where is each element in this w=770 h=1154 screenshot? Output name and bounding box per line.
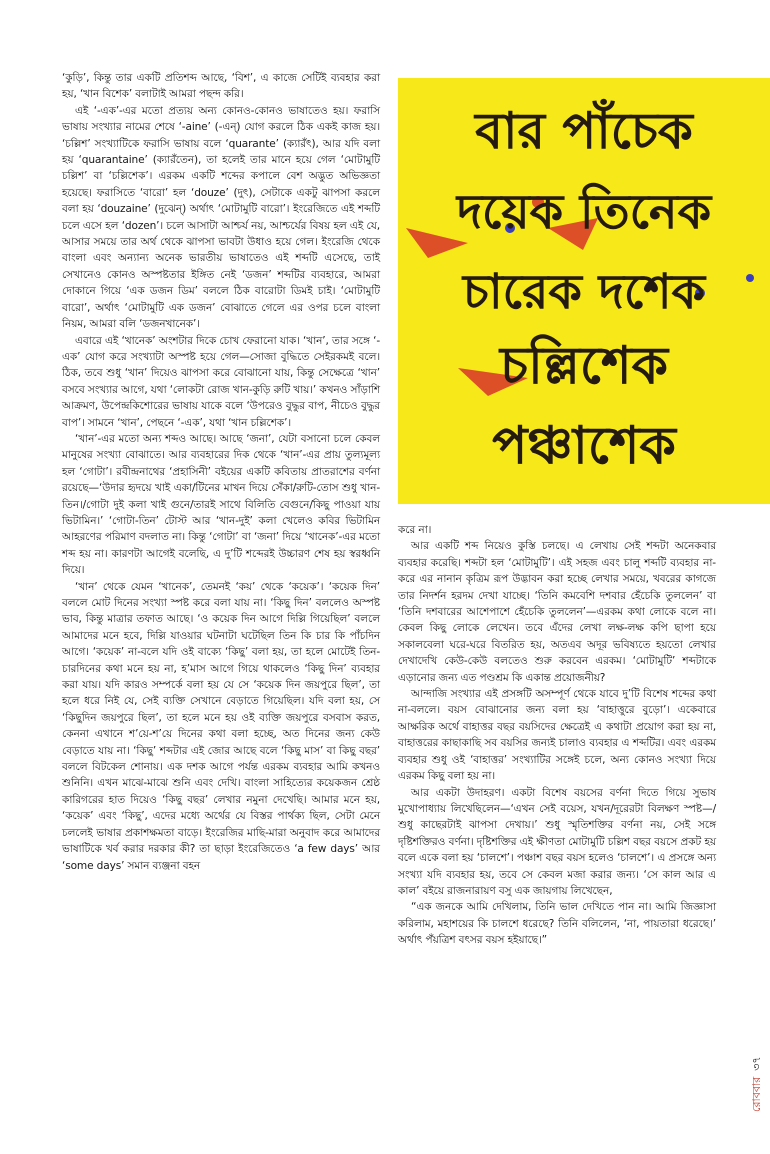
page-footer <box>734 1012 763 1112</box>
decorative-artwork <box>398 78 770 504</box>
page-number: ৩৭ <box>750 1056 763 1071</box>
publication-name: রোববার <box>750 1076 763 1112</box>
paragraph: আর একটি শব্দ নিয়েও কুস্তি চলছে। এ লেখায় সেই শব্দটা অনেকবার ব্যবহার করেছি। শব্দটা হল ‘মোটামুটি’। এই সহজ এবং চালু শব্দটি ব্যবহার না-করে এর নানান কৃত্রিম রূপ উদ্ভাবন করা হচ্ছে লেখার সময়ে, খবরের কাগজে তার নিদর্শন হরদম দেখা যাচ্ছে। ‘তিনি কমবেশি দশবার হেঁচেকি তুললেন’ বা ‘তিনি দশবারের আশেপাশে হেঁচেকি তুললেন’—এরকম কথা লোকে বলে না। কেবল কিছু লোকে লেখেন। তবে এঁদের লেখা লক্ষ-লক্ষ কপি ছাপা হয়ে সকালবেলা ঘরে-ঘরে বিতরিত হয়, অতএব অদূর ভবিষ্যতে হয়তো লেখার দেখাদেখি কেউ-কেউ বলতেও শুরু করবেন এরকম। ‘মোটামুটি’ শব্দটাকে এড়ানোর জন্য এত পণ্ডশ্রম কি একান্ত প্রয়োজনীয়? <box>398 540 716 684</box>
artwork-line: চল্লিশেক <box>500 336 668 396</box>
artwork-line: বার পাঁচেক <box>475 102 693 160</box>
paragraph: আন্দাজি সংখ্যার এই প্রসঙ্গটি অসম্পূর্ণ থেকে যাবে দু’টি বিশেষ শব্দের কথা না-বললে। বয়স বোঝানোর জন্য বলা হয় ‘বাহাত্তুরে বুড়ো’। একেবারে আক্ষরিক অর্থে বাহাত্তর বছর বয়সিদের ক্ষেত্রেই এ কথাটা প্রয়োগ করা হয় না, বাহাত্তরের কাছাকাছি সব বয়সির জন্যই চালাও ব্যবহার এ শব্দটির। এবং এরকম ব্যবহার শুধু ওই ‘বাহাত্তর’ সংখ্যাটির সঙ্গেই চলে, অন্য কোনও সংখ্যা দিয়ে এরকম কিছু বলা হয় না। <box>398 688 716 783</box>
article-left-column <box>62 70 380 874</box>
article-right-column <box>398 522 716 949</box>
paragraph: এই ‘-এক’-এর মতো প্রত্যয় অন্য কোনও-কোনও ভাষাতেও হয়। ফরাসি ভাষায় সংখ্যার নামের শেষে ‘-aine’ (-এন্) যোগ করলে ঠিক একই কাজ হয়। ‘চল্লিশ’ সংখ্যাটিকে ফরাসি ভাষায় বলে ‘quarante’ (ক্যারঁৎ), আর যদি বলা হয় ‘quarantaine’ (ক্যারঁতেন), তা হলেই তার মানে হয়ে গেল ‘মোটামুটি চল্লিশ’ বা ‘চল্লিশেক’। এরকম একটি শব্দের কপালে বেশ অদ্ভুত অভিজ্ঞতা হয়েছে। ফরাসিতে ‘বারো’ হল ‘douze’ (দুৎ), সেটাকে একটু ঝাপসা করলে বলা হয় ‘douzaine’ (দুঝেন্) অর্থাৎ ‘মোটামুটি বারো’। ইংরেজিতে এই শব্দটি চলে এসে হল ‘dozen’। চলে আসাটা আশ্চর্য নয়, আশ্চর্যের বিষয় হল এই যে, আসার সময়ে তার অর্থ থেকে ঝাপসা ভাবটা উধাও হয়ে গেল। ইংরেজি থেকে বাংলা এবং অন্যান্য অনেক ভারতীয় ভাষাতেও এই শব্দটি এসেছে, তাই সেখানেও কোনও অস্পষ্টতার ইঙ্গিত নেই ‘ডজন’ শব্দটির ব্যবহারে, আমরা দোকানে গিয়ে ‘এক ডজন ডিম’ বললে ঠিক বারোটা ডিমই চাই। ‘মোটামুটি বারো’, অর্থাৎ ‘মোটামুটি এক ডজন’ বোঝাতে গেলে এর ওপর চলে বাংলা নিয়ম, আমরা বলি ‘ডজনখানেক’। <box>62 104 380 331</box>
paragraph: ‘খান’ থেকে যেমন ‘খানেক’, তেমনই ‘কয়’ থেকে ‘কয়েক’। ‘কয়েক দিন’ বললে মোট দিনের সংখ্যা স্পষ্ট করে বলা যায় না। ‘কিছু দিন’ বললেও অস্পষ্ট ভাব, কিন্তু মাত্রার তফাত আছে। ‘ও কয়েক দিন আগে দিল্লি গিয়েছিল’ বললে আমাদের মনে হবে, দিল্লি যাওয়ার ঘটনাটা ঘটেছিল তিন কি চার কি পাঁচদিন আগে। ‘কয়েক’ না-বলে যদি ওই বাক্যে ‘কিছু’ বলা হয়, তা হলে মোটেই তিন-চারদিনের কথা মনে হয় না, হ’মাস আগে গিয়ে থাকলেও ‘কিছু দিন’ ব্যবহার করা যায়। যদি কারও সম্পর্কে বলা হয় যে সে ‘কয়েক দিন জয়পুরে ছিল’, তা হলে ধরে নিই যে, সেই ব্যক্তি সেখানে বেড়াতে গিয়েছিল। যদি বলা হয়, সে ‘কিছুদিন জয়পুরে ছিল’, তা হলে মনে হয় ওই ব্যক্তি জয়পুরে বসবাস করত, কেননা এখানে শ’য়ে-শ’য়ে দিনের কথা বলা হচ্ছে, অত দিনের জন্য কেউ বেড়াতে যায় না। ‘কিছু’ শব্দটার এই জোর আছে বলে ‘কিছু মাস’ বা কিছু বছর’ বললে বিটকেল শোনায়। এক দশক আগে পর্যন্ত এরকম ব্যবহার আমি কখনও শুনিনি। এখন মাঝে-মাঝে শুনি এবং দেখি। বাংলা সাহিত্যের কয়েকজন শ্রেষ্ঠ কারিগরের হাত দিয়েও ‘কিছু বছর’ লেখার নমুনা দেখেছি। আমার মনে হয়, ‘কয়েক’ এবং ‘কিছু’, এদের মধ্যে অর্থের যে বিস্তর পার্থক্য ছিল, সেটা মেনে চললেই ভাষার প্রকাশক্ষমতা বাড়ে। ইংরেজির মাছি-মারা অনুবাদ করে আমাদের ভাষাটিকে খর্ব করার দরকার কী? তা ছাড়া ইংরেজিতেও ‘a few days’ আর ‘some days’ সমান ব্যঞ্জনা বহন <box>62 580 380 872</box>
artwork-line: দয়েক তিনেক <box>456 184 712 240</box>
artwork-line: পঞ্চাশেক <box>492 416 676 476</box>
paragraph: করে না। <box>398 524 432 536</box>
paragraph: এবারে এই ‘খানেক’ অংশটার দিকে চোখ ফেরানো যাক। ‘খান’, তার সঙ্গে ‘-এক’ যোগ করে সংখ্যাটা অস্পষ্ট হয়ে গেল—সোজা বুদ্ধিতে সেইরকমই বলে। ঠিক, তবে শুধু ‘খান’ দিয়েও ঝাপসা করে বোঝানো যায়, কিন্তু সেক্ষেত্রে ‘খান’ বসবে সংখ্যার আগে, যথা ‘লোকটা রোজ খান-কুড়ি রুটি খায়।’ কখনও সাঁড়াশি আক্রমণ, উপেন্দ্রকিশোরের ভাষায় যাকে বলে ‘উপরেও বুদ্ধুর বাপ, নীচেও বুদ্ধুর বাপ’। সামনে ‘খান’, পেছনে ‘-এক’, যথা ‘খান চল্লিশেক’। <box>62 334 381 429</box>
paragraph: ‘খান’-এর মতো অন্য শব্দও আছে। আছে ‘জনা’, যেটা বসানো চলে কেবল মানুষের সংখ্যা বোঝাতে। আর ব্যবহারের দিক থেকে ‘খান’-এর প্রায় তুল্যমূল্য হল ‘গোটা’। রবীন্দ্রনাথের ‘প্রহাসিনী’ বইয়ের একটি কবিতায় প্রাতরাশের বর্ণনা রয়েছে—‘উদার হৃদয়ে খাই একা/টিনের মাখন দিয়ে সেঁকা/রুটি-তোস শুধু খান-তিন।/গোটা দুই কলা খাই গুনে/তারই সাথে বিলিতি বেগুনে/কিছু পাওয়া যায় ভিটামিন।’ ‘গোটা-তিন’ টোস্ট আর ‘খান-দুই’ কলা খেলেও কবির ভিটামিন আহরণের পরিমাণ বদলাত না। কিন্তু ‘গোটা’ বা ‘জনা’ দিয়ে ‘খানেক’-এর মতো শব্দ হয় না। কারণটা আগেই বলেছি, এ দু’টি শব্দেরই উচ্চারণ শেষ হয় স্বরধ্বনি দিয়ে। <box>62 432 380 577</box>
paragraph: আর একটা উদাহরণ। একটা বিশেষ বয়সের বর্ণনা দিতে গিয়ে সুভাষ মুখোপাধ্যায় লিখেছিলেন—‘এখন সেই বয়েস, যখন/দূরেরটা বিলক্ষণ স্পষ্ট—/শুধু কাছেরটাই ঝাপসা দেখায়।’ শুধু স্মৃতিশক্তির বর্ণনা নয়, সেই সঙ্গে দৃষ্টিশক্তিরও বর্ণনা। দৃষ্টিশক্তির এই ক্ষীণতা মোটামুটি চল্লিশ বছর বয়সে প্রকট হয় বলে একে বলা হয় ‘চালশে’। পঞ্চাশ বছর বয়স হলেও ‘চালশে’। এ প্রসঙ্গে অন্য সংখ্যা যদি ব্যবহার হয়, তবে সে কেবল মজা করার জন্য। ‘সে কাল আর এ কাল’ বইয়ে রাজনারায়ণ বসু এক জায়গায় লিখেছেন, <box>398 786 716 897</box>
artwork-canvas <box>398 78 770 504</box>
artwork-line: চারেক দশেক <box>462 264 706 320</box>
paragraph: ‘কুড়ি’, কিন্তু তার একটি প্রতিশব্দ আছে, ‘বিশ’, এ কাজে সেটিই ব্যবহার করা হয়, ‘খান বিশেক’ বলাটাই আমরা পছন্দ করি। <box>62 72 380 101</box>
footer-label <box>748 1056 767 1112</box>
blue-dot <box>746 274 754 282</box>
paragraph: “এক জনকে আমি দেখিলাম, তিনি ভাল দেখিতে পান না। আমি জিজ্ঞাসা করিলাম, মহাশয়ের কি চালশে ধরেছে? তিনি বলিলেন, ‘না, পায়তারা ধরেছে।’ অর্থাৎ পঁয়ত্রিশ বৎসর বয়স হইয়াছে।” <box>398 901 716 947</box>
